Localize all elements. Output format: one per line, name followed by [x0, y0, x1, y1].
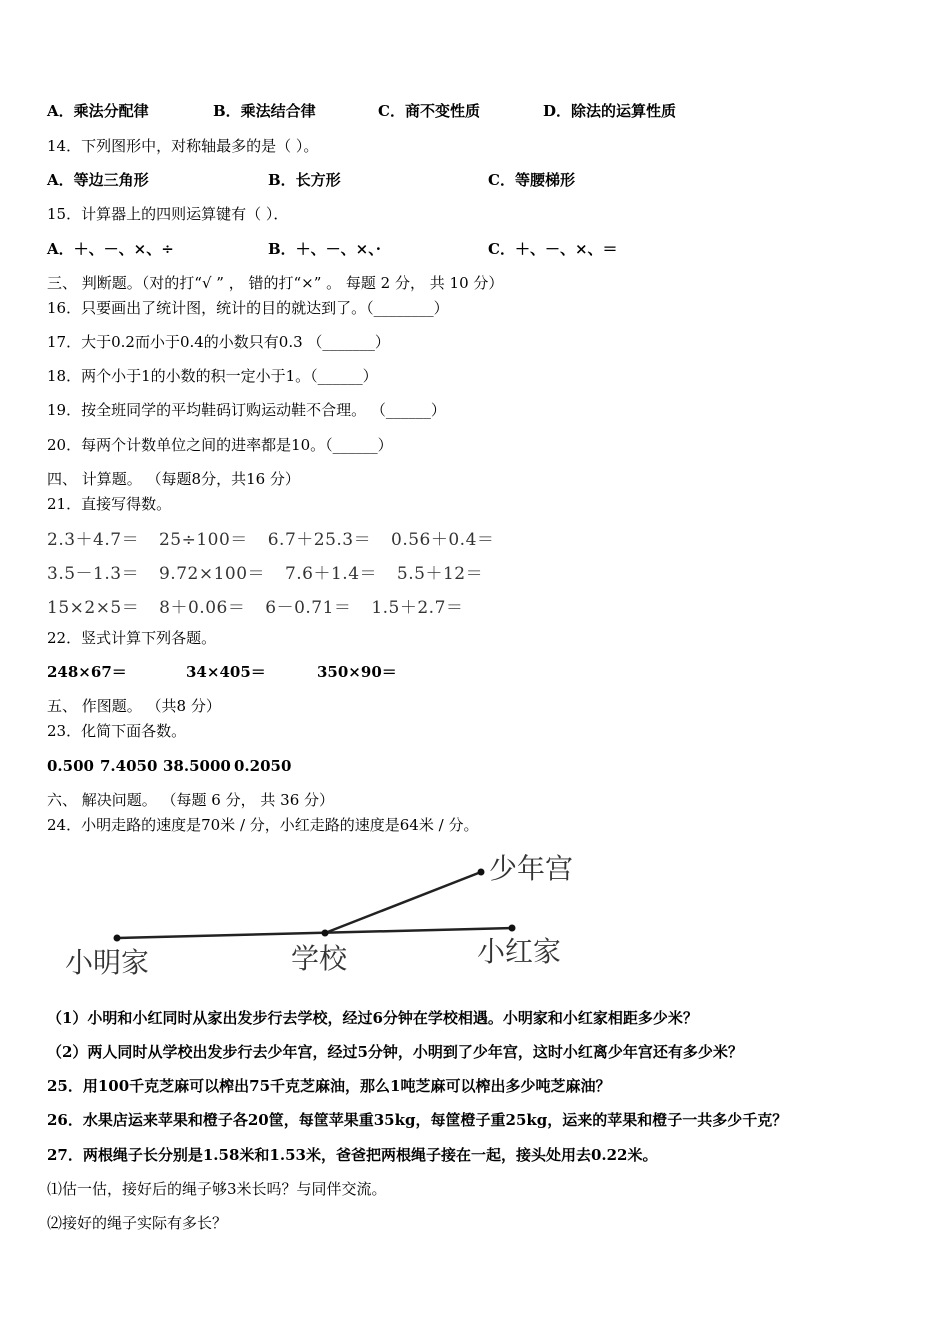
q15-stem: 15．计算器上的四则运算键有（ ）．: [47, 205, 289, 223]
q27-stem: 27．两根绳子长分别是1.58米和1.53米，爸爸把两根绳子接在一起，接头处用去0.22米。: [47, 1146, 658, 1164]
q14-option-c: C．等腰梯形: [488, 171, 575, 189]
q23-stem: 23．化简下面各数。: [47, 722, 187, 740]
q23-item-3: 38.5000: [163, 757, 231, 775]
q21-row-2: [47, 559, 497, 584]
q21-expr: 6－0.71＝: [265, 598, 352, 618]
q23-item-2: 7.4050: [100, 757, 158, 775]
xiaohong-home-label: 小红家: [477, 935, 562, 968]
q21-expr: 7.6＋1.4＝: [284, 564, 378, 584]
q15-option-a: A．＋、－、×、÷: [47, 240, 174, 258]
q21-stem: 21．直接写得数。: [47, 495, 172, 513]
q23-item-4: 0.2050: [234, 757, 292, 775]
q21-expr: 2.3＋4.7＝: [47, 530, 140, 550]
q24-sub2: （2）两人同时从学校出发步行去少年宫，经过5分钟，小明到了少年宫，这时小红离少年宫还有多少米？: [47, 1043, 743, 1061]
q27-sub1: ⑴估一估，接好后的绳子够3米长吗？与同伴交流。: [47, 1180, 387, 1198]
school-point: [322, 930, 329, 937]
q16: 16．只要画出了统计图，统计的目的就达到了。（________）: [47, 299, 449, 317]
q13-option-b: B．乘法结合律: [213, 102, 316, 120]
q13-option-a: A．乘法分配律: [47, 102, 149, 120]
q24-sub1: （1）小明和小红同时从家出发步行去学校，经过6分钟在学校相遇。小明家和小红家相距多少米？: [47, 1009, 698, 1027]
palace-label: 少年宫: [489, 852, 574, 885]
home-to-home-line: [117, 928, 512, 938]
xiaohong-home-point: [509, 925, 516, 932]
q21-expr: 1.5＋2.7＝: [371, 598, 464, 618]
q23-item-1: 0.500: [47, 757, 94, 775]
section-5-title: 五、 作图题。 （共8 分）: [47, 697, 221, 715]
q13-option-d: D．除法的运算性质: [543, 102, 677, 120]
q26: 26．水果店运来苹果和橙子各20筐，每筐苹果重35kg，每筐橙子重25kg，运来的苹果和橙子一共多少千克？: [47, 1111, 788, 1129]
q21-expr: 0.56＋0.4＝: [391, 530, 495, 550]
q21-expr: 6.7＋25.3＝: [267, 530, 372, 550]
q22-item-1: 248×67＝: [47, 663, 127, 681]
q21-row-1: [47, 525, 508, 550]
q22-item-3: 350×90＝: [317, 663, 397, 681]
q19: 19．按全班同学的平均鞋码订购运动鞋不合理。 （______）: [47, 401, 446, 419]
school-to-palace-line: [325, 872, 481, 933]
palace-point: [478, 869, 485, 876]
q14-stem: 14．下列图形中，对称轴最多的是（ ）。: [47, 137, 319, 155]
route-diagram: [55, 840, 595, 980]
q27-sub2: ⑵接好的绳子实际有多长？: [47, 1214, 228, 1232]
q14-option-b: B．长方形: [268, 171, 341, 189]
q21-expr: 9.72×100＝: [158, 564, 266, 584]
xiaoming-home-point: [114, 935, 121, 942]
q21-expr: 15×2×5＝: [47, 598, 140, 618]
school-label: 学校: [291, 942, 348, 975]
q13-option-c: C．商不变性质: [378, 102, 480, 120]
q14-option-a: A．等边三角形: [47, 171, 149, 189]
q22-item-2: 34×405＝: [186, 663, 266, 681]
section-6-title: 六、 解决问题。 （每题 6 分， 共 36 分）: [47, 791, 335, 809]
q21-row-3: [47, 593, 477, 618]
q18: 18．两个小于1的小数的积一定小于1。（______）: [47, 367, 378, 385]
q15-option-b: B．＋、－、×、·: [268, 240, 381, 258]
q25: 25．用100千克芝麻可以榨出75千克芝麻油，那么1吨芝麻可以榨出多少吨芝麻油？: [47, 1077, 611, 1095]
q24-stem: 24．小明走路的速度是70米 / 分，小红走路的速度是64米 / 分。: [47, 816, 479, 834]
xiaoming-home-label: 小明家: [65, 946, 150, 979]
q21-expr: 5.5＋12＝: [396, 564, 484, 584]
q21-expr: 3.5－1.3＝: [47, 564, 140, 584]
q20: 20．每两个计数单位之间的进率都是10。（______）: [47, 436, 393, 454]
q21-expr: 25÷100＝: [158, 530, 248, 550]
q22-stem: 22．竖式计算下列各题。: [47, 629, 217, 647]
section-3-title: 三、 判断题。（对的打“√ ” ， 错的打“×” 。 每题 2 分， 共 10 分）: [47, 274, 504, 292]
section-4-title: 四、 计算题。 （每题8分，共16 分）: [47, 470, 300, 488]
q15-option-c: C．＋、－、×、＝: [488, 240, 618, 258]
q17: 17．大于0.2而小于0.4的小数只有0.3 （_______）: [47, 333, 390, 351]
q21-expr: 8＋0.06＝: [159, 598, 246, 618]
